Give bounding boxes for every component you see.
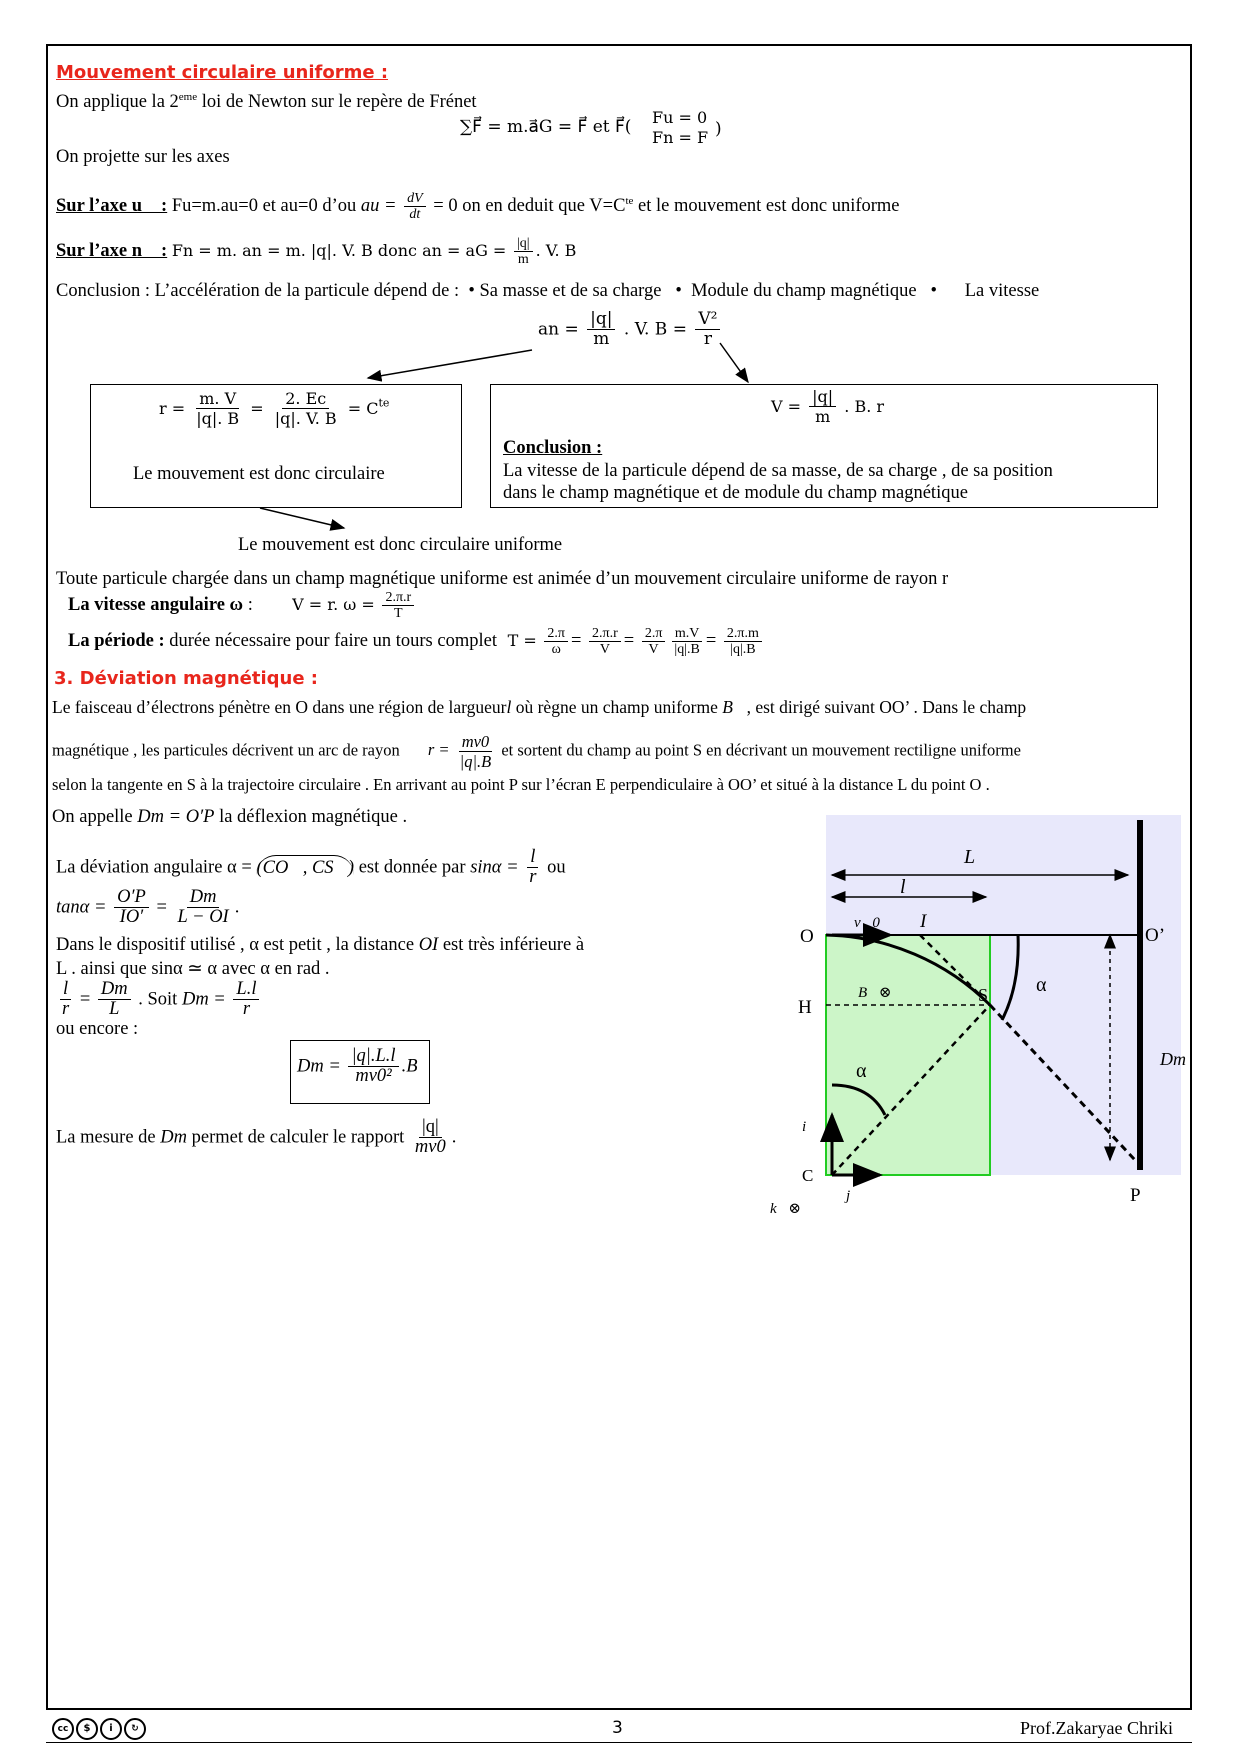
label-O: O (800, 926, 814, 947)
dm-formula-box (290, 1040, 430, 1104)
measure-line: La mesure de Dm permet de calculer le rapport $\frac{|q|}{mv0}$ . (56, 1117, 457, 1157)
axe-u-line: Sur l’axe u⃗ : Fu=m.au=0 et au=0 d’ou au = $\frac{dV}{dt}$ = 0 on en deduit que $V=C^{te}$ et le mouvement est donc uniforme (56, 191, 900, 223)
section3-title: 3. Déviation magnétique : (54, 668, 319, 689)
intro-line: On applique la 2eme loi de Newton sur le repère de Frénet (56, 91, 477, 113)
angular-deviation-line: La déviation angulaire α = (CO⃗, CS⃗) est donnée par sinα = $\frac{l}{r}$ ou (56, 847, 566, 887)
label-I: I (920, 911, 927, 932)
label-Dm: Dm (1160, 1049, 1186, 1069)
label-S: S (978, 985, 989, 1005)
label-C: C (802, 1166, 814, 1185)
deviation-diagram (750, 815, 1190, 1235)
label-l: l (900, 876, 906, 898)
page-number: 3 (612, 1718, 623, 1738)
speed-conclusion-line1: La vitesse de la particule dépend de sa masse, de sa charge , de sa position (503, 461, 1053, 481)
label-alpha-2: α (856, 1060, 867, 1082)
deviation-line3: selon la tangente en S à la trajectoire circulaire . En arrivant au point P sur l’écran E perpendiculaire à OO’ et situé à la distance L du point O . (52, 775, 990, 794)
small-angle-line: Dans le dispositif utilisé , α est petit , la distance OI est très inférieure à (56, 935, 585, 955)
speed-box (490, 384, 1158, 508)
label-O-prime: O’ (1145, 925, 1166, 946)
label-i: i⃗ (802, 1119, 818, 1135)
an-equation: an = $\frac{|q|}{m}$ . V. B = $\frac{\text{V²}}{r}$ (538, 310, 723, 349)
author: Prof.Zakaryae Chriki (1020, 1718, 1173, 1738)
axe-n-line: Sur l’axe n⃗ : Fn = m. an = m. |q|. V. B donc an = aG = $\frac{|q|}{m}$ . V. B (56, 236, 577, 267)
dm-formula: Dm = $\frac{|q|.L.l}{\text{mv0²}}$ .B (297, 1046, 418, 1086)
label-P: P (1130, 1185, 1141, 1206)
speed-conclusion-line2: dans le champ magnétique et de module du champ magnétique (503, 483, 968, 503)
cc-icon: cc (52, 1718, 74, 1740)
magnetic-field-region (826, 935, 990, 1175)
radius-equation: r = $\frac{m. V}{|q|. B}$ = $\frac{2. Ec}{|q|. V. B}$ = $C^{te}$ (159, 389, 390, 428)
radius-box-text: Le mouvement est donc circulaire (133, 464, 385, 484)
conclusion-line: Conclusion : L’accélération de la particule dépend de : • Sa masse et de sa charge • Module du champ magnétique • La vitesse (56, 281, 1040, 301)
tan-line: tanα = $\frac{O'P}{IO'}$ = $\frac{Dm}{L - OI}$ . (56, 887, 240, 927)
mcu-statement: Toute particule chargée dans un champ magnétique uniforme est animée d’un mouvement circulaire uniforme de rayon r (56, 569, 949, 589)
approx-line: L . ainsi que sinα ≃ α avec α en rad . (56, 959, 330, 979)
label-j: j⃗ (846, 1188, 862, 1204)
by-icon: i (100, 1718, 122, 1740)
arrow-to-right-box (720, 343, 748, 382)
sa-icon: ↻ (124, 1718, 146, 1740)
section1-title: Mouvement circulaire uniforme : (56, 62, 389, 83)
arrow-to-left-box (368, 350, 532, 378)
footer-rule (46, 1742, 1192, 1743)
label-k: k⃗⊗ (770, 1201, 801, 1217)
mcu-result: Le mouvement est donc circulaire uniforme (238, 535, 563, 555)
newton-equation: ∑F⃗ = m.a⃗G = F⃗ et F⃗( (460, 117, 632, 137)
cc-license-icon (52, 1718, 146, 1740)
radius-box (90, 384, 462, 508)
label-L: L (964, 846, 976, 868)
speed-conclusion-title: Conclusion : (503, 438, 603, 458)
deviation-line1: Le faisceau d’électrons pénètre en O dans une région de largueurl où règne un champ uniforme B⃗, est dirigé suivant OO’ . Dans le champ (52, 697, 1027, 717)
soit-line: $\frac{l}{r}$ = $\frac{Dm}{L}$ . Soit Dm = $\frac{L.l}{r}$ (56, 980, 262, 1019)
arrow-to-result (260, 508, 344, 528)
label-v0: v⃗0 (854, 915, 880, 931)
frenet-close: ) (715, 119, 722, 139)
ou-encore: ou encore : (56, 1019, 139, 1039)
omega-line: La vitesse angulaire ω : V = r. ω = $\frac{2.\pi.r}{T}$ (68, 590, 417, 621)
label-B: B⃗⊗ (858, 985, 892, 1001)
speed-equation: V = $\frac{|q|}{m}$ . B. r (771, 387, 885, 426)
period-line: La période : durée nécessaire pour faire un tours complet T = $\frac{2.\pi}{\omega}$ = $\frac{2.\pi.r}{V}$ = $\frac{2.\pi}{V}$ $\frac{m.V}{|q|.B}$ = $\frac{2.\pi.m}{|q|.B}$ (68, 626, 765, 657)
nc-icon: $ (76, 1718, 98, 1740)
frenet-components: Fu = 0 Fn = F (652, 108, 709, 147)
label-H: H (798, 997, 812, 1018)
deflexion-line: On appelle Dm = O′P la déflexion magnétique . (52, 807, 408, 827)
label-alpha-1: α (1036, 974, 1047, 996)
deviation-line2: magnétique , les particules décrivent un arc de rayon r = $\frac{mv0}{|q|.B}$ et sortent du champ au point S en décrivant un mouvement rectiligne uniforme (52, 732, 1021, 771)
project-line: On projette sur les axes (56, 147, 230, 167)
